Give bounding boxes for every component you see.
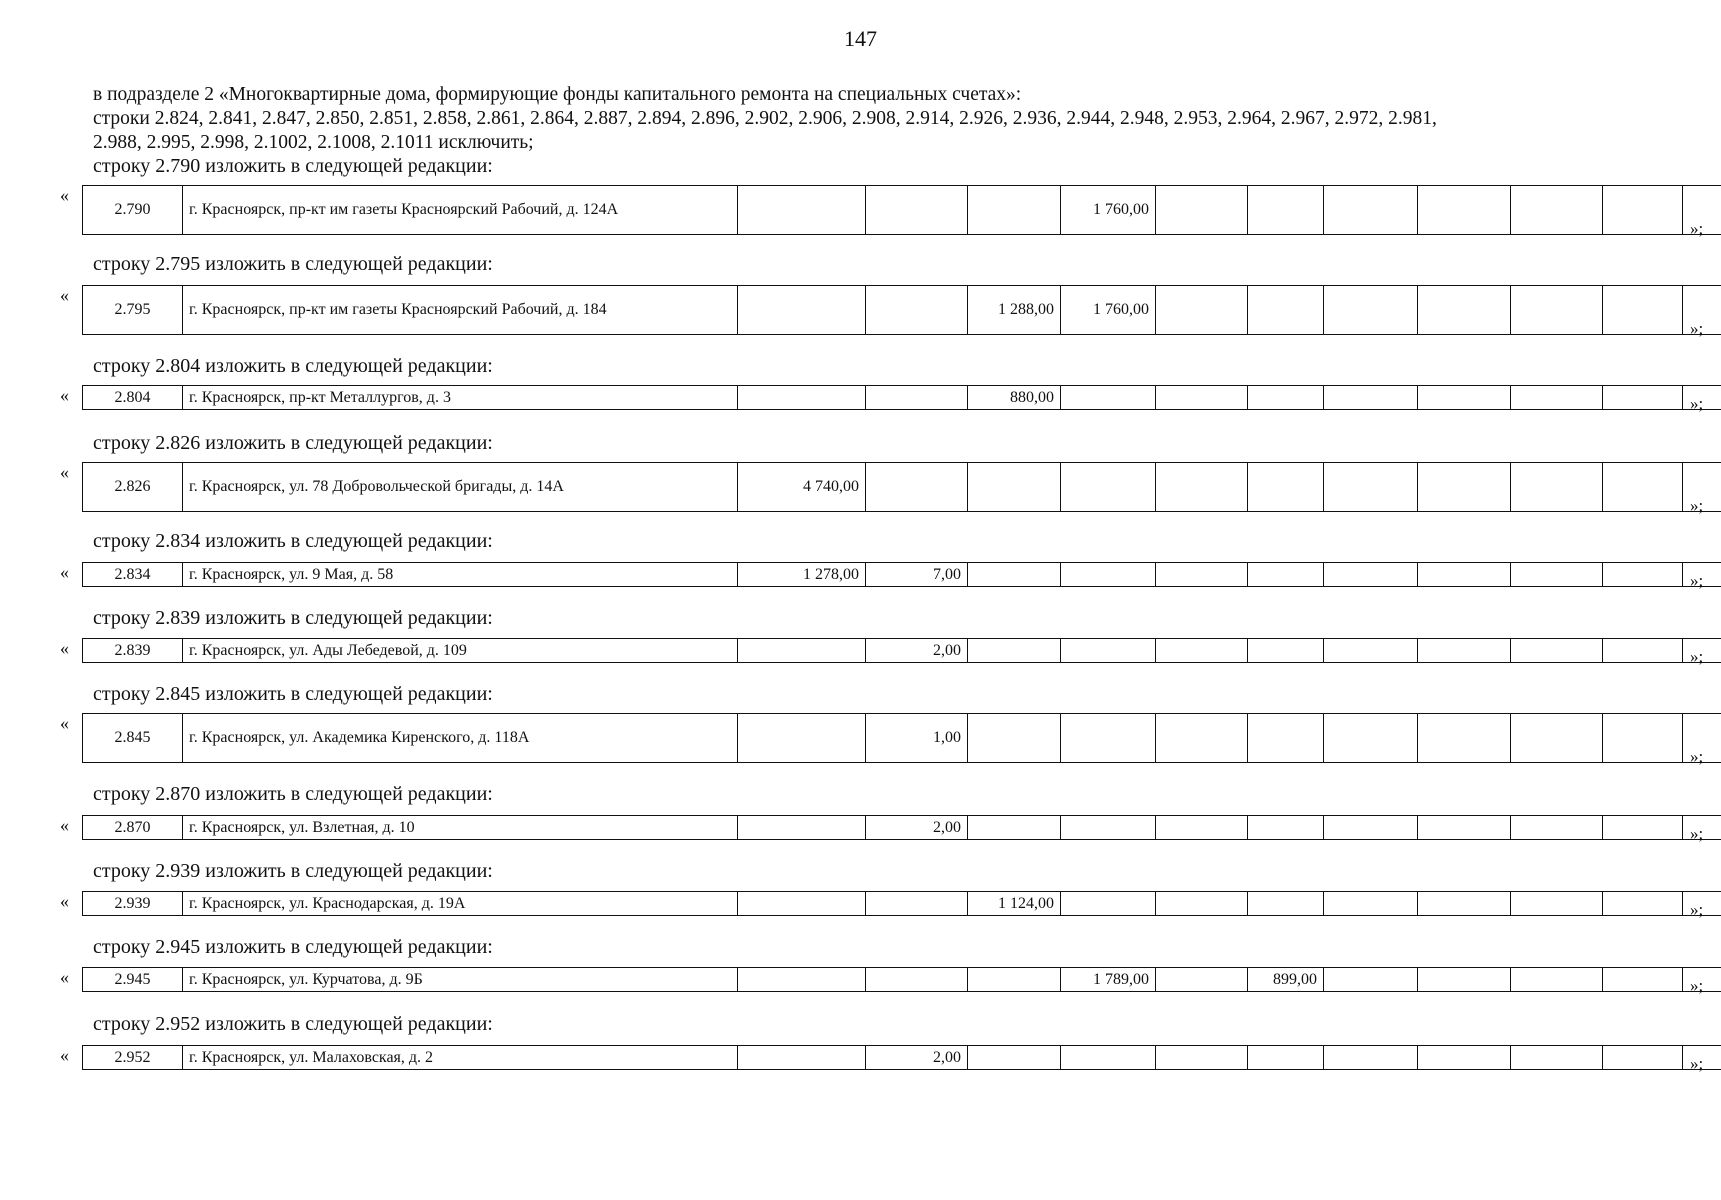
open-quote: « <box>60 891 69 911</box>
value-cell <box>1324 286 1418 335</box>
value-cell: 1 760,00 <box>1061 286 1156 335</box>
value-cell <box>1511 816 1603 840</box>
table-row <box>83 892 1721 916</box>
address-cell: г. Красноярск, пр-кт Металлургов, д. 3 <box>183 386 738 410</box>
value-cell <box>968 563 1061 587</box>
value-cell <box>1061 639 1156 663</box>
value-cell <box>1324 463 1418 512</box>
value-cell <box>1511 386 1603 410</box>
address-cell: г. Красноярск, ул. Взлетная, д. 10 <box>183 816 738 840</box>
value-cell <box>1418 186 1511 235</box>
close-quote: »; <box>1690 824 1704 843</box>
value-cell <box>968 816 1061 840</box>
address-cell: г. Красноярск, пр-кт им газеты Красноярский Рабочий, д. 184 <box>183 286 738 335</box>
value-cell <box>1248 186 1324 235</box>
value-cell <box>1603 968 1683 992</box>
value-cell <box>1248 892 1324 916</box>
value-cell <box>968 714 1061 763</box>
close-quote: »; <box>1690 747 1704 766</box>
value-cell <box>1511 286 1603 335</box>
amended-row-table <box>82 285 1721 338</box>
value-cell <box>1603 563 1683 587</box>
intro-line-1: в подразделе 2 «Многоквартирные дома, формирующие фонды капитального ремонта на специальных счетах»: <box>93 84 1022 105</box>
table-row <box>83 714 1721 763</box>
amended-row-table <box>82 638 1721 666</box>
value-cell <box>1248 563 1324 587</box>
value-cell: 2,00 <box>866 639 968 663</box>
amendment-instruction: строку 2.790 изложить в следующей редакции: <box>93 155 493 177</box>
value-cell <box>866 186 968 235</box>
address-cell: г. Красноярск, ул. Краснодарская, д. 19А <box>183 892 738 916</box>
value-cell <box>1156 714 1248 763</box>
value-cell <box>1324 386 1418 410</box>
close-quote: »; <box>1690 976 1704 995</box>
open-quote: « <box>60 1045 69 1065</box>
value-cell <box>866 286 968 335</box>
value-cell <box>1248 386 1324 410</box>
intro-line-3: 2.988, 2.995, 2.998, 2.1002, 2.1008, 2.1011 исключить; <box>93 132 534 153</box>
value-cell <box>866 386 968 410</box>
row-number-cell: 2.939 <box>83 892 183 916</box>
value-cell <box>1156 463 1248 512</box>
value-cell: 7,00 <box>866 563 968 587</box>
value-cell <box>1156 286 1248 335</box>
value-cell <box>1418 968 1511 992</box>
close-quote: »; <box>1690 647 1704 666</box>
value-cell: 1 760,00 <box>1061 186 1156 235</box>
page-number: 147 <box>844 26 877 51</box>
address-cell: г. Красноярск, ул. 78 Добровольческой бригады, д. 14А <box>183 463 738 512</box>
value-cell <box>1156 968 1248 992</box>
close-quote: »; <box>1690 571 1704 590</box>
value-cell <box>1418 386 1511 410</box>
intro-line-2: строки 2.824, 2.841, 2.847, 2.850, 2.851, 2.858, 2.861, 2.864, 2.887, 2.894, 2.896, 2.902, 2.906, 2.908, 2.914, 2.926, 2.936, 2.944, 2.948, 2.953, 2.964, 2.967, 2.972, 2.981, <box>93 108 1437 129</box>
open-quote: « <box>60 462 69 482</box>
address-cell: г. Красноярск, ул. Академика Киренского, д. 118А <box>183 714 738 763</box>
value-cell <box>968 1046 1061 1070</box>
table-row <box>83 563 1721 587</box>
value-cell <box>738 639 866 663</box>
value-cell <box>1061 816 1156 840</box>
value-cell <box>866 892 968 916</box>
amended-row-table <box>82 1045 1721 1073</box>
value-cell <box>1061 1046 1156 1070</box>
value-cell: 2,00 <box>866 1046 968 1070</box>
value-cell <box>738 386 866 410</box>
value-cell <box>1248 639 1324 663</box>
amendment-instruction: строку 2.795 изложить в следующей редакции: <box>93 253 493 275</box>
value-cell: 880,00 <box>968 386 1061 410</box>
amendment-instruction: строку 2.945 изложить в следующей редакции: <box>93 936 493 958</box>
open-quote: « <box>60 815 69 835</box>
value-cell <box>866 463 968 512</box>
value-cell <box>1061 563 1156 587</box>
intro-text <box>93 83 1673 155</box>
value-cell <box>738 816 866 840</box>
amendment-instruction: строку 2.834 изложить в следующей редакции: <box>93 530 493 552</box>
value-cell <box>1156 892 1248 916</box>
value-cell <box>738 968 866 992</box>
value-cell <box>1603 286 1683 335</box>
value-cell: 899,00 <box>1248 968 1324 992</box>
address-cell: г. Красноярск, ул. 9 Мая, д. 58 <box>183 563 738 587</box>
value-cell: 1 124,00 <box>968 892 1061 916</box>
value-cell <box>1156 186 1248 235</box>
value-cell <box>1061 714 1156 763</box>
table-row <box>83 1046 1721 1070</box>
value-cell: 2,00 <box>866 816 968 840</box>
value-cell <box>1511 892 1603 916</box>
value-cell <box>1603 714 1683 763</box>
open-quote: « <box>60 562 69 582</box>
row-number-cell: 2.839 <box>83 639 183 663</box>
value-cell <box>1248 816 1324 840</box>
amended-row-table <box>82 562 1721 590</box>
table-row <box>83 186 1721 235</box>
row-number-cell: 2.834 <box>83 563 183 587</box>
value-cell <box>1248 286 1324 335</box>
amended-row-table <box>82 462 1721 515</box>
table-row <box>83 463 1721 512</box>
open-quote: « <box>60 385 69 405</box>
value-cell: 1 789,00 <box>1061 968 1156 992</box>
amendment-instruction: строку 2.952 изложить в следующей редакции: <box>93 1013 493 1035</box>
value-cell <box>1418 639 1511 663</box>
amendment-instruction: строку 2.845 изложить в следующей редакции: <box>93 683 493 705</box>
address-cell: г. Красноярск, ул. Ады Лебедевой, д. 109 <box>183 639 738 663</box>
open-quote: « <box>60 185 69 205</box>
table-row <box>83 286 1721 335</box>
amended-row-table <box>82 713 1721 766</box>
open-quote: « <box>60 638 69 658</box>
amended-row-table <box>82 815 1721 843</box>
close-quote: »; <box>1690 319 1704 338</box>
value-cell <box>1603 186 1683 235</box>
table-row <box>83 968 1721 992</box>
value-cell <box>968 639 1061 663</box>
row-number-cell: 2.804 <box>83 386 183 410</box>
value-cell: 1,00 <box>866 714 968 763</box>
amended-row-table <box>82 185 1721 238</box>
value-cell <box>738 892 866 916</box>
value-cell <box>1511 1046 1603 1070</box>
value-cell <box>1603 639 1683 663</box>
value-cell <box>1156 386 1248 410</box>
value-cell <box>1511 714 1603 763</box>
value-cell <box>1603 1046 1683 1070</box>
amended-row-table <box>82 891 1721 919</box>
value-cell <box>1418 563 1511 587</box>
amended-row-table <box>82 967 1721 995</box>
value-cell <box>1418 714 1511 763</box>
row-number-cell: 2.845 <box>83 714 183 763</box>
close-quote: »; <box>1690 394 1704 413</box>
value-cell <box>1061 463 1156 512</box>
value-cell: 1 288,00 <box>968 286 1061 335</box>
row-number-cell: 2.870 <box>83 816 183 840</box>
value-cell <box>1418 1046 1511 1070</box>
amended-row-table <box>82 385 1721 413</box>
value-cell <box>1248 1046 1324 1070</box>
value-cell <box>1511 968 1603 992</box>
value-cell <box>1324 714 1418 763</box>
address-cell: г. Красноярск, пр-кт им газеты Красноярский Рабочий, д. 124А <box>183 186 738 235</box>
value-cell <box>1603 816 1683 840</box>
close-quote: »; <box>1690 1054 1704 1073</box>
amendment-instruction: строку 2.826 изложить в следующей редакции: <box>93 432 493 454</box>
value-cell <box>1511 563 1603 587</box>
value-cell <box>1324 186 1418 235</box>
close-quote: »; <box>1690 900 1704 919</box>
value-cell <box>1418 816 1511 840</box>
value-cell <box>866 968 968 992</box>
value-cell <box>738 186 866 235</box>
row-number-cell: 2.826 <box>83 463 183 512</box>
close-quote: »; <box>1690 219 1704 238</box>
value-cell: 4 740,00 <box>738 463 866 512</box>
table-row <box>83 639 1721 663</box>
value-cell <box>1603 892 1683 916</box>
row-number-cell: 2.952 <box>83 1046 183 1070</box>
value-cell <box>968 968 1061 992</box>
value-cell <box>1324 639 1418 663</box>
table-row <box>83 816 1721 840</box>
value-cell <box>1061 386 1156 410</box>
value-cell <box>1156 563 1248 587</box>
value-cell <box>1324 1046 1418 1070</box>
address-cell: г. Красноярск, ул. Малаховская, д. 2 <box>183 1046 738 1070</box>
value-cell <box>1603 386 1683 410</box>
value-cell <box>1156 816 1248 840</box>
value-cell <box>1511 186 1603 235</box>
amendment-instruction: строку 2.939 изложить в следующей редакции: <box>93 860 493 882</box>
value-cell <box>1324 892 1418 916</box>
amendment-instruction: строку 2.839 изложить в следующей редакции: <box>93 607 493 629</box>
value-cell <box>1324 968 1418 992</box>
value-cell <box>1418 463 1511 512</box>
value-cell: 1 278,00 <box>738 563 866 587</box>
open-quote: « <box>60 713 69 733</box>
row-number-cell: 2.790 <box>83 186 183 235</box>
value-cell <box>1418 892 1511 916</box>
open-quote: « <box>60 285 69 305</box>
value-cell <box>738 286 866 335</box>
value-cell <box>1324 816 1418 840</box>
table-row <box>83 386 1721 410</box>
value-cell <box>738 714 866 763</box>
value-cell <box>1511 639 1603 663</box>
value-cell <box>968 463 1061 512</box>
row-number-cell: 2.795 <box>83 286 183 335</box>
value-cell <box>1061 892 1156 916</box>
amendment-instruction: строку 2.870 изложить в следующей редакции: <box>93 783 493 805</box>
value-cell <box>1156 639 1248 663</box>
value-cell <box>1511 463 1603 512</box>
value-cell <box>968 186 1061 235</box>
address-cell: г. Красноярск, ул. Курчатова, д. 9Б <box>183 968 738 992</box>
amendment-instruction: строку 2.804 изложить в следующей редакции: <box>93 355 493 377</box>
value-cell <box>1324 563 1418 587</box>
value-cell <box>1156 1046 1248 1070</box>
value-cell <box>1603 463 1683 512</box>
open-quote: « <box>60 967 69 987</box>
value-cell <box>1248 714 1324 763</box>
row-number-cell: 2.945 <box>83 968 183 992</box>
close-quote: »; <box>1690 496 1704 515</box>
value-cell <box>1248 463 1324 512</box>
value-cell <box>738 1046 866 1070</box>
value-cell <box>1418 286 1511 335</box>
